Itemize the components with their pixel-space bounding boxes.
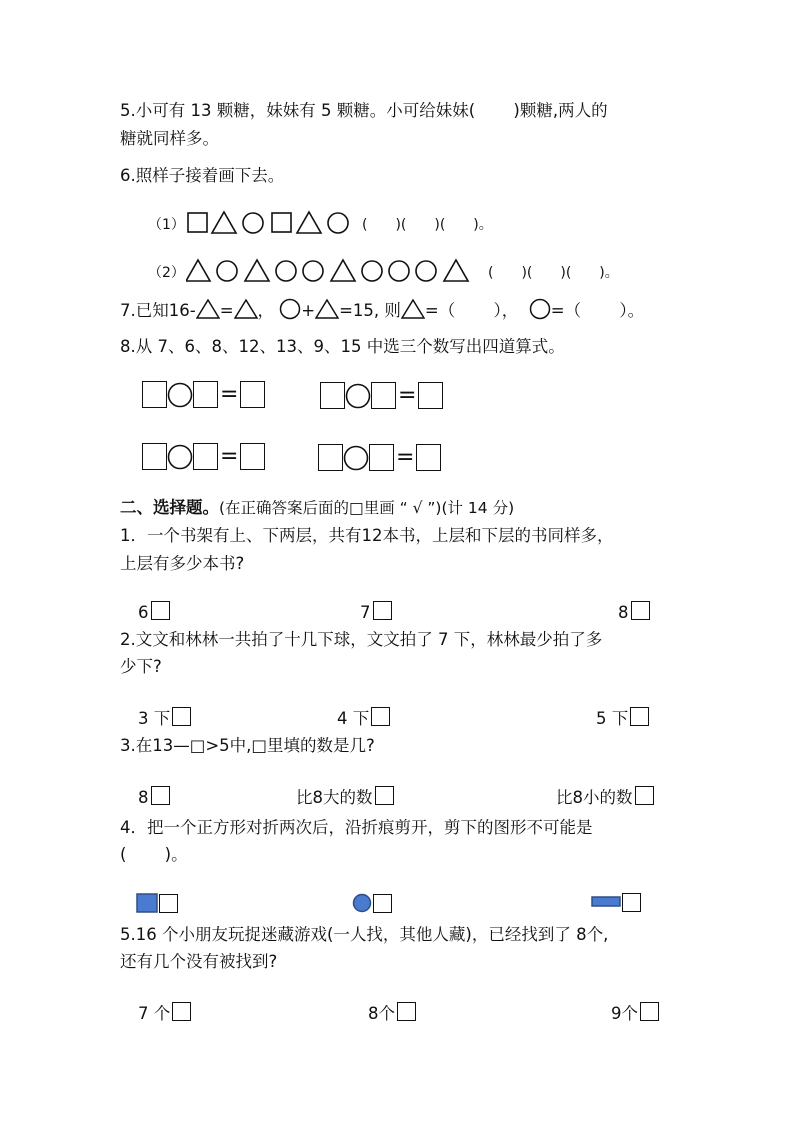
answer-checkbox[interactable] [172,707,191,726]
option-label: 9个 [611,1004,638,1023]
answer-checkbox[interactable] [371,707,390,726]
blank-square[interactable] [240,443,265,470]
circle-shape [243,213,263,233]
q7-part-c: ， [257,301,275,320]
choice4-option-b[interactable] [352,893,392,913]
circle-shape [416,261,436,281]
circle-icon [279,298,301,320]
operator-circle[interactable] [167,444,193,470]
circle-shape [362,261,382,281]
choice4-option-a[interactable] [136,893,178,913]
option-label: 7 [360,603,371,622]
answer-checkbox[interactable] [397,1002,416,1021]
option-label: 比8小的数 [556,788,633,807]
choice1-line2: 上层有多少本书? [120,554,245,573]
equals-sign: = [396,445,415,470]
q7-part-d: + [301,301,316,320]
section2-note: (在正确答案后面的□里画 “ √ ”)(计 14 分) [219,499,515,517]
choice5-line1: 5.16 个小朋友玩捉迷藏游戏(一人找，其他人藏)，已经找到了 8个, [120,925,609,944]
choice5-option-c[interactable] [611,1002,659,1025]
circle-shape [276,261,296,281]
circle-shape [389,261,409,281]
q6-row2-blanks: ( )( )( )。 [488,265,619,281]
blank-square[interactable] [193,443,218,470]
triangle-shape [186,260,210,281]
blank-square[interactable] [369,444,394,471]
answer-checkbox[interactable] [630,707,649,726]
section2-heading: 二、选择题。 [120,498,219,517]
q7-part-a: 7.已知16- [120,301,196,320]
choice2-line1: 2.文文和林林一共拍了十几下球，文文拍了 7 下，林林最少拍了多 [120,630,603,649]
operator-circle[interactable] [167,382,193,408]
q5-line1: 5.小可有 13 颗糖，妹妹有 5 颗糖。小可给妹妹( )颗糖,两人的 [120,101,608,120]
equals-sign: = [398,383,417,408]
q8-equation-2 [320,382,443,409]
triangle-shape [212,212,236,233]
option-label: 6 [138,603,149,622]
circle-shape [217,261,237,281]
blank-square[interactable] [318,444,343,471]
option-label: 4 下 [337,709,370,728]
blank-square[interactable] [371,382,396,409]
q6-row1-blanks: ( )( )( )。 [362,217,493,233]
blank-square[interactable] [142,443,167,470]
choice1-option-c[interactable] [618,601,650,624]
section2-heading-line [120,497,514,519]
option-label: 8 [138,788,149,807]
triangle-shape [245,260,269,281]
choice2-line2: 少下? [120,657,162,676]
choice5-option-a[interactable] [138,1002,191,1025]
choice1-option-a[interactable] [138,601,170,624]
q7-line [120,298,644,322]
choice2-option-a[interactable] [138,707,191,730]
q6-row1-label: （1） [148,217,185,233]
circle-icon [529,298,551,320]
equals-sign: = [220,444,239,469]
choice3-option-c[interactable] [556,786,654,809]
equals-sign: = [220,382,239,407]
q8-equation-1 [142,381,265,408]
q6-row2-pattern [186,258,476,284]
answer-checkbox[interactable] [622,893,641,912]
operator-circle[interactable] [345,383,371,409]
q7-part-f: =（ ）， [424,301,519,320]
choice5-line2: 还有几个没有被找到? [120,952,278,971]
option-label: 8个 [368,1004,395,1023]
option-label: 5 下 [596,709,629,728]
answer-checkbox[interactable] [635,786,654,805]
q8-title: 8.从 7、6、8、12、13、9、15 中选三个数写出四道算式。 [120,337,565,356]
q5-line2: 糖就同样多。 [120,129,219,148]
q6-row2-label: （2） [148,265,185,281]
option-label: 比8大的数 [296,788,373,807]
q6-row1-pattern [186,210,356,236]
option-label: 8 [618,603,629,622]
triangle-shape [297,212,321,233]
circle-shape [303,261,323,281]
choice2-option-b[interactable] [337,707,390,730]
filled-rectangle-icon [591,895,621,909]
triangle-shape [444,260,468,281]
answer-checkbox[interactable] [373,894,392,913]
triangle-shape [331,260,355,281]
q7-part-g: =（ ）。 [550,301,645,320]
triangle-icon [401,299,425,319]
triangle-icon [234,299,258,319]
choice5-option-b[interactable] [368,1002,416,1025]
answer-checkbox[interactable] [375,786,394,805]
choice1-option-b[interactable] [360,601,392,624]
choice4-option-c[interactable] [591,893,641,912]
choice3-option-b[interactable] [296,786,394,809]
blank-square[interactable] [142,381,167,408]
choice4-line2: ( )。 [120,845,188,864]
q6-title: 6.照样子接着画下去。 [120,166,285,185]
q8-equation-3 [142,443,265,470]
choice1-line1: 1．一个书架有上、下两层，共有12本书，上层和下层的书同样多， [120,526,614,545]
filled-square-icon [136,893,158,913]
triangle-icon [315,299,339,319]
blank-square[interactable] [418,382,443,409]
square-shape [188,213,207,232]
circle-shape [328,213,348,233]
answer-checkbox[interactable] [172,1002,191,1021]
blank-square[interactable] [240,381,265,408]
answer-checkbox[interactable] [151,601,170,620]
answer-checkbox[interactable] [159,894,178,913]
choice2-option-c[interactable] [596,707,649,730]
filled-circle-icon [352,893,372,913]
choice3-option-a[interactable] [138,786,170,809]
choice3-line1: 3.在13—□>5中,□里填的数是几? [120,736,375,755]
operator-circle[interactable] [343,445,369,471]
answer-checkbox[interactable] [373,601,392,620]
q7-part-b: = [219,301,234,320]
blank-square[interactable] [320,382,345,409]
choice4-line1: 4．把一个正方形对折两次后，沿折痕剪开，剪下的图形不可能是 [120,818,593,837]
answer-checkbox[interactable] [640,1002,659,1021]
square-shape [272,213,291,232]
answer-checkbox[interactable] [631,601,650,620]
option-label: 7 个 [138,1004,171,1023]
blank-square[interactable] [416,444,441,471]
q8-equation-4 [318,444,441,471]
blank-square[interactable] [193,381,218,408]
option-label: 3 下 [138,709,171,728]
q7-part-e: =15, 则 [339,301,401,320]
answer-checkbox[interactable] [151,786,170,805]
triangle-icon [196,299,220,319]
